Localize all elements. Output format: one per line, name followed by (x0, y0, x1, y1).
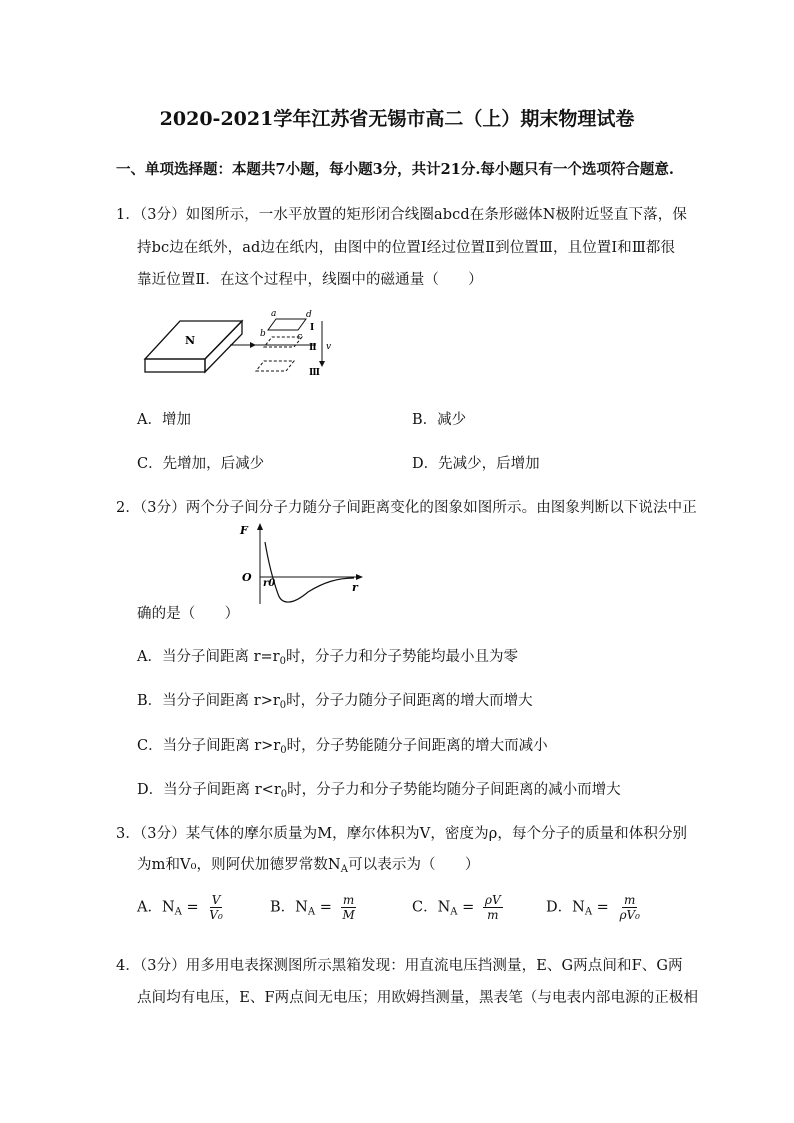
q1-option-b[interactable]: B．减少 (412, 412, 467, 428)
velocity-label: v (326, 342, 332, 352)
q2-option-b-text: B．当分子间距离 r>r (137, 693, 280, 709)
origin-label: O (242, 571, 252, 584)
y-axis-arrow-icon (257, 523, 263, 530)
q3-option-d-fraction (617, 893, 642, 922)
x-axis-arrow-icon (356, 574, 363, 580)
force-curve (265, 542, 354, 602)
fraction-numerator: ρV (484, 893, 501, 907)
q4-line2: 点间均有电压，E、F两点间无电压；用欧姆挡测量，黑表笔（与电表内部电源的正极相 (137, 990, 699, 1006)
fraction-numerator: V (211, 893, 221, 907)
r0-label: r0 (263, 578, 276, 589)
coil-position-3 (256, 361, 294, 371)
fraction-denominator: V₀ (209, 908, 223, 922)
q3-option-c-label: C．N (412, 899, 451, 916)
magnet-front-face (145, 359, 205, 372)
y-axis-label: F (240, 524, 248, 537)
q2-option-d-text: D．当分子间距离 r<r (137, 782, 281, 798)
q2-option-a[interactable] (137, 645, 518, 667)
coil-label-b: b (260, 329, 266, 339)
q2-option-d-rest: 时，分子力和分子势能均随分子间距离的减小而增大 (287, 782, 621, 798)
q2-option-a-sub: 0 (279, 656, 286, 667)
q3-option-a-sub: A (174, 906, 182, 918)
fraction-numerator: m (624, 893, 636, 907)
q3-option-c-sub: A (450, 906, 458, 918)
q3-option-a[interactable] (137, 893, 225, 922)
field-arrow-icon (250, 342, 256, 348)
q3-option-b-fraction (340, 893, 356, 922)
position-label-1: Ⅰ (310, 323, 315, 333)
q3-line1: 3．（3分）某气体的摩尔质量为M，摩尔体积为V，密度为ρ，每个分子的质量和体积分别 (116, 826, 688, 842)
q3-option-c-eq: = (462, 899, 475, 916)
q2-force-graph (236, 520, 366, 610)
q2-option-c-sub: 0 (280, 745, 287, 756)
q3-option-d-label: D．N (546, 899, 585, 916)
q3-line2 (137, 853, 479, 875)
q3-line2-rest: 可以表示为（ ） (348, 857, 480, 873)
fraction-denominator: M (342, 908, 355, 922)
q2-option-a-rest: 时，分子力和分子势能均最小且为零 (285, 649, 518, 665)
q2-option-d[interactable] (137, 778, 621, 800)
x-axis-label: r (352, 581, 358, 594)
q2-option-d-sub: 0 (280, 789, 288, 800)
q2-line1: 2．（3分）两个分子间分子力随分子间距离变化的图象如图所示。由图象判断以下说法中正 (116, 500, 697, 516)
coil-label-d: d (306, 310, 312, 320)
q3-option-a-eq: = (186, 899, 199, 916)
q3-option-c-fraction (483, 893, 503, 922)
q2-line2: 确的是（ ） (137, 606, 240, 622)
q1-line1: 1．（3分）如图所示，一水平放置的矩形闭合线圈abcd在条形磁体N极附近竖直下落，保 (116, 207, 687, 223)
velocity-arrow-icon (319, 361, 325, 367)
position-label-2: Ⅱ (309, 343, 317, 353)
magnet-side-face (205, 321, 242, 372)
q3-option-a-fraction (207, 893, 224, 922)
q3-option-c[interactable] (412, 893, 503, 922)
q1-option-d[interactable]: D．先减少，后增加 (412, 456, 540, 472)
q2-option-b-sub: 0 (279, 700, 287, 711)
q2-option-c-rest: 时，分子势能随分子间距离的增大而减小 (286, 738, 548, 754)
q2-option-c-text: C．当分子间距离 r>r (137, 738, 281, 754)
q3-option-b-label: B．N (270, 899, 308, 916)
q1-line3: 靠近位置Ⅱ．在这个过程中，线圈中的磁通量（ ） (137, 272, 483, 288)
fraction-denominator: ρV₀ (619, 908, 640, 922)
coil-label-c: c (297, 332, 303, 342)
magnet-pole-label: N (185, 334, 196, 347)
fraction-denominator: m (487, 908, 499, 922)
q2-option-b[interactable] (137, 689, 533, 711)
coil-position-1 (268, 319, 306, 330)
q2-option-a-text: A．当分子间距离 r=r (137, 649, 280, 665)
page-title: 2020-2021学年江苏省无锡市高二（上）期末物理试卷 (159, 108, 635, 130)
q1-line2: 持bc边在纸外，ad边在纸内，由图中的位置Ⅰ经过位置Ⅱ到位置Ⅲ，且位置Ⅰ和Ⅲ都很 (137, 240, 676, 256)
q3-option-d[interactable] (546, 893, 642, 922)
q3-option-d-eq: = (596, 899, 609, 916)
q3-option-a-label: A．N (137, 899, 175, 916)
position-label-3: Ⅲ (309, 368, 320, 378)
section-heading: 一、单项选择题：本题共7小题，每小题3分，共计21分.每小题只有一个选项符合题意. (116, 161, 674, 178)
q1-option-c[interactable]: C．先增加，后减少 (137, 456, 265, 472)
q3-option-b[interactable] (270, 893, 357, 922)
q3-line2-sub: A (340, 864, 349, 875)
q1-option-a[interactable]: A．增加 (137, 412, 191, 428)
q4-line1: 4．（3分）用多用电表探测图所示黑箱发现：用直流电压挡测量，E、G两点间和F、G两 (116, 958, 683, 974)
q1-magnet-figure (138, 305, 338, 380)
q3-line2-text: 为m和V₀，则阿伏加德罗常数N (137, 857, 341, 873)
q2-option-c[interactable] (137, 734, 548, 756)
q3-option-b-eq: = (319, 899, 332, 916)
q3-option-b-sub: A (307, 906, 316, 918)
coil-label-a: a (271, 309, 277, 319)
q3-option-d-sub: A (584, 906, 593, 918)
q2-option-b-rest: 时，分子力随分子间距离的增大而增大 (286, 693, 533, 709)
fraction-numerator: m (342, 893, 355, 907)
